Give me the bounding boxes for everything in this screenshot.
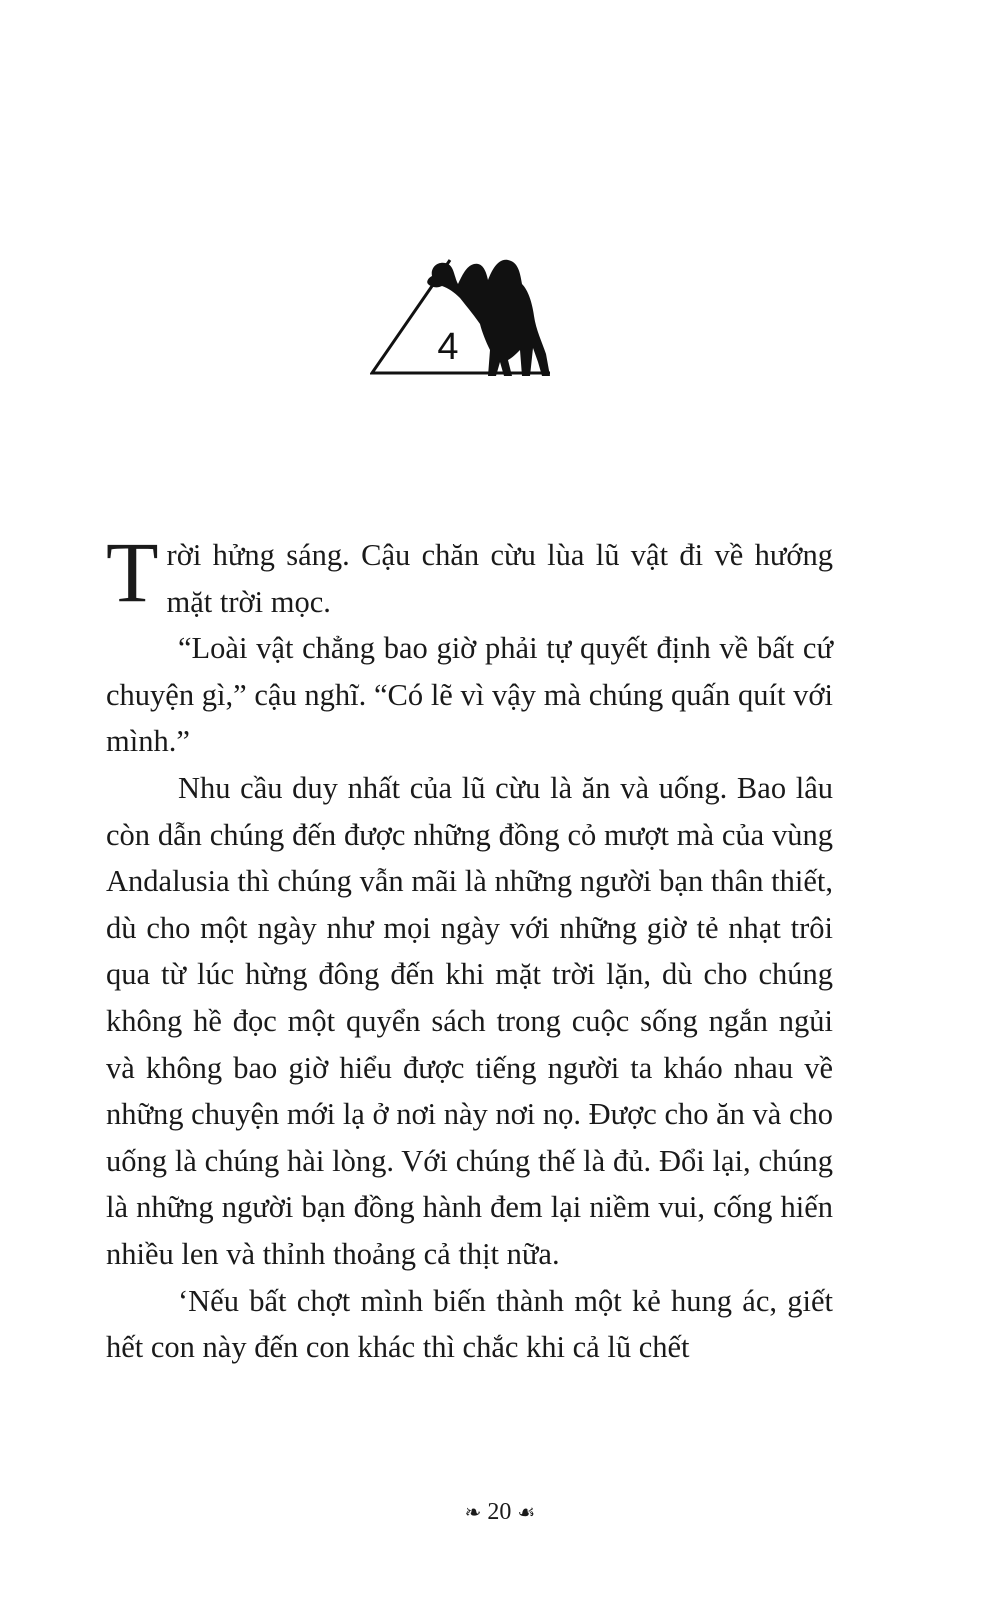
paragraph-4: ‘Nếu bất chợt mình biến thành một kẻ hung ác, giết hết con này đến con khác thì chắc khi cả lũ chết (106, 1283, 833, 1365)
paragraph-1-text: rời hửng sáng. Cậu chăn cừu lùa lũ vật đi về hướng mặt trời mọc. (166, 538, 833, 619)
ornament-right-icon: ☙ (517, 1501, 536, 1524)
chapter-body (106, 524, 833, 1371)
page-number: 20 (487, 1498, 512, 1525)
chapter-emblem (370, 258, 575, 393)
chapter-number: 4 (437, 326, 459, 368)
triangle-camel-icon (370, 258, 575, 393)
ornament-left-icon: ❧ (464, 1501, 482, 1524)
paragraph-1 (106, 524, 833, 625)
paragraph-3: Nhu cầu duy nhất của lũ cừu là ăn và uống. Bao lâu còn dẫn chúng đến được những đồng cỏ mượt mà của vùng Andalusia thì chúng vẫn mãi là những người bạn thân thiết, dù cho một ngày như mọi ngày với những giờ tẻ nhạt trôi qua từ lúc hừng đông đến khi mặt trời lặn, dù cho chúng không hề đọc một quyển sách trong cuộc sống ngắn ngủi và không bao giờ hiểu được tiếng người ta kháo nhau về những chuyện mới lạ ở nơi này nơi nọ. Được cho ăn và cho uống là chúng hài lòng. Với chúng thế là đủ. Đổi lại, chúng là những người bạn đồng hành đem lại niềm vui, cống hiến nhiều len và thỉnh thoảng cả thịt nữa. (106, 770, 833, 1271)
drop-cap: T (106, 524, 159, 620)
paragraph-2: “Loài vật chẳng bao giờ phải tự quyết định về bất cứ chuyện gì,” cậu nghĩ. “Có lẽ vì vậy mà chúng quấn quít với mình.” (106, 631, 833, 759)
page-footer (0, 1492, 1000, 1532)
